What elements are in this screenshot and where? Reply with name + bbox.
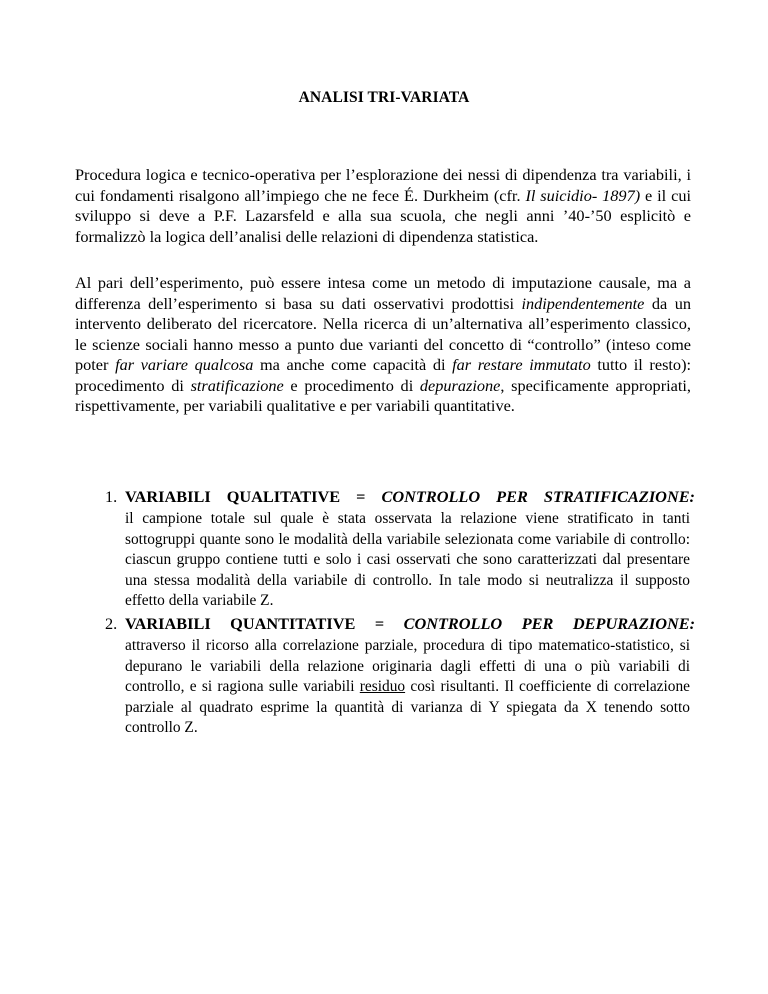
list-item-heading [125, 487, 695, 508]
heading-italic: CONTROLLO PER DEPURAZIONE: [403, 614, 695, 633]
emphasis-italic: far restare immutato [452, 355, 591, 374]
emphasis-italic: far variare qualcosa [115, 355, 254, 374]
emphasis-italic: stratificazione [190, 375, 284, 395]
list-item-number: 2. [105, 614, 118, 633]
body-text: attraverso il ricorso alla correlazione parziale, procedura di tipo matematico-statistico, si depurano le variabili della relazione originaria dagli effetti di una o più variabili di controllo, e si ragiona sulle variabili [125, 637, 690, 695]
paragraph-text: da un intervento deliberato del ricercatore. Nella ricerca di un’alternativa all’esperimento classico, le scienze sociali hanno messo a punto due varianti del concetto di “controllo” (inteso come poter [75, 293, 691, 374]
list-item-heading [125, 614, 695, 635]
heading-italic: CONTROLLO PER STRATIFICAZIONE: [381, 487, 695, 506]
citation-italic: Il suicidio- 1897) [525, 185, 641, 205]
paragraph-text: e procedimento di [283, 375, 420, 395]
emphasis-italic: depurazione [419, 375, 501, 395]
emphasis-italic: indipendentemente [521, 293, 645, 313]
underlined-term: residuo [359, 678, 406, 695]
body-text: così risultanti. Il coefficiente di correlazione parziale al quadrato esprime la quantità di varianza di Y spiegata da X tenendo sotto controllo Z. [125, 678, 690, 736]
document-title: ANALISI TRI-VARIATA [298, 89, 470, 106]
heading-plain: VARIABILI QUANTITATIVE = [125, 614, 404, 633]
paragraph-text: e il cui sviluppo si deve a P.F. Lazarsfeld e alla sua scuola, che negli anni ’40-’50 esplicitò e formalizzò la logica dell’analisi delle relazioni di dipendenza statistica. [75, 185, 691, 246]
list-item-body: il campione totale sul quale è stata osservata la relazione viene stratificato in tanti sottogruppi quante sono le modalità della variabile selezionata come variabile di controllo: ciascun gruppo contiene tutti e solo i casi osservati che sono caratterizzati dal presentare una stessa modalità della variabile di controllo. In tale modo si neutralizza il supposto effetto della variabile Z. [125, 510, 690, 609]
paragraph-text: tutto il resto): procedimento di [75, 355, 692, 395]
heading-plain: VARIABILI QUALITATIVE = [125, 487, 382, 506]
paragraph-text: Al pari dell’esperimento, può essere intesa come un metodo di imputazione causale, ma a differenza dell’esperimento si basa su dati osservativi prodottisi [75, 273, 691, 313]
paragraph-text: , specificamente appropriati, rispettivamente, per variabili qualitative e per variabili quantitative. [75, 375, 691, 415]
list-item-number: 1. [105, 487, 118, 506]
experiment-paragraph [75, 273, 691, 417]
paragraph-text: Procedura logica e tecnico-operativa per l’esplorazione dei nessi di dipendenza tra variabili, i cui fondamenti risalgono all’impiego che ne fece É. Durkheim (cfr. [75, 165, 691, 205]
paragraph-text: ma anche come capacità di [253, 355, 453, 374]
list-item-body [125, 636, 690, 739]
intro-paragraph [75, 165, 691, 247]
